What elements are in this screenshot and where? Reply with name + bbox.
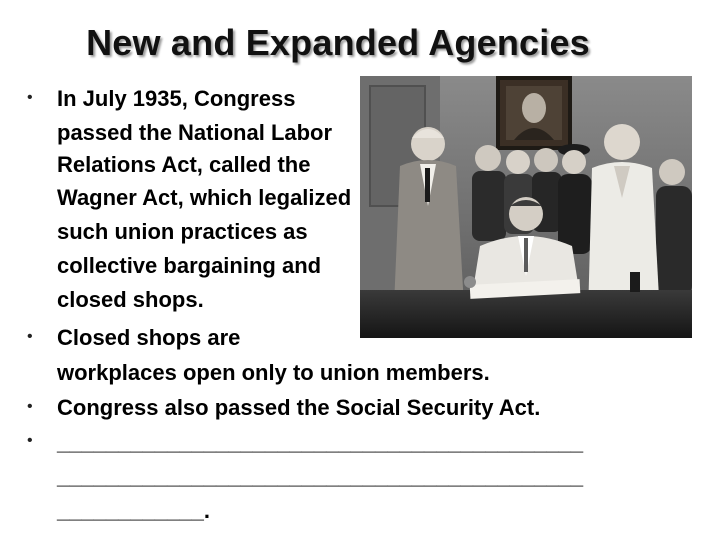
bullet-marker: •	[27, 89, 33, 106]
fill-in-blank-line-3: ____________.	[57, 498, 210, 523]
bullet-1-line-1: In July 1935, Congress	[57, 86, 296, 111]
bullet-1-line-7: closed shops.	[57, 287, 204, 312]
bullet-2-line-1: Closed shops are	[57, 325, 241, 350]
bullet-3-line-1: Congress also passed the Social Security Act.	[57, 395, 541, 420]
bullet-marker: •	[27, 328, 33, 345]
bullet-marker: •	[27, 432, 33, 449]
fill-in-blank-line-2: ___________________________________________	[57, 464, 584, 489]
bullet-1-line-2: passed the National Labor	[57, 120, 333, 145]
bullet-2-line-2: workplaces open only to union members.	[57, 360, 490, 385]
bullet-marker: •	[27, 398, 33, 415]
fill-in-blank-line-1: ___________________________________________	[57, 430, 584, 455]
historical-photo-signing-icon	[360, 76, 692, 338]
bullet-1-line-4: Wagner Act, which legalized	[57, 185, 352, 210]
bullet-1-line-6: collective bargaining and	[57, 253, 322, 278]
bullet-1-line-5: such union practices as	[57, 219, 308, 244]
slide-title: New and Expanded Agencies	[86, 22, 590, 63]
bullet-1-line-3: Relations Act, called the	[57, 152, 311, 177]
